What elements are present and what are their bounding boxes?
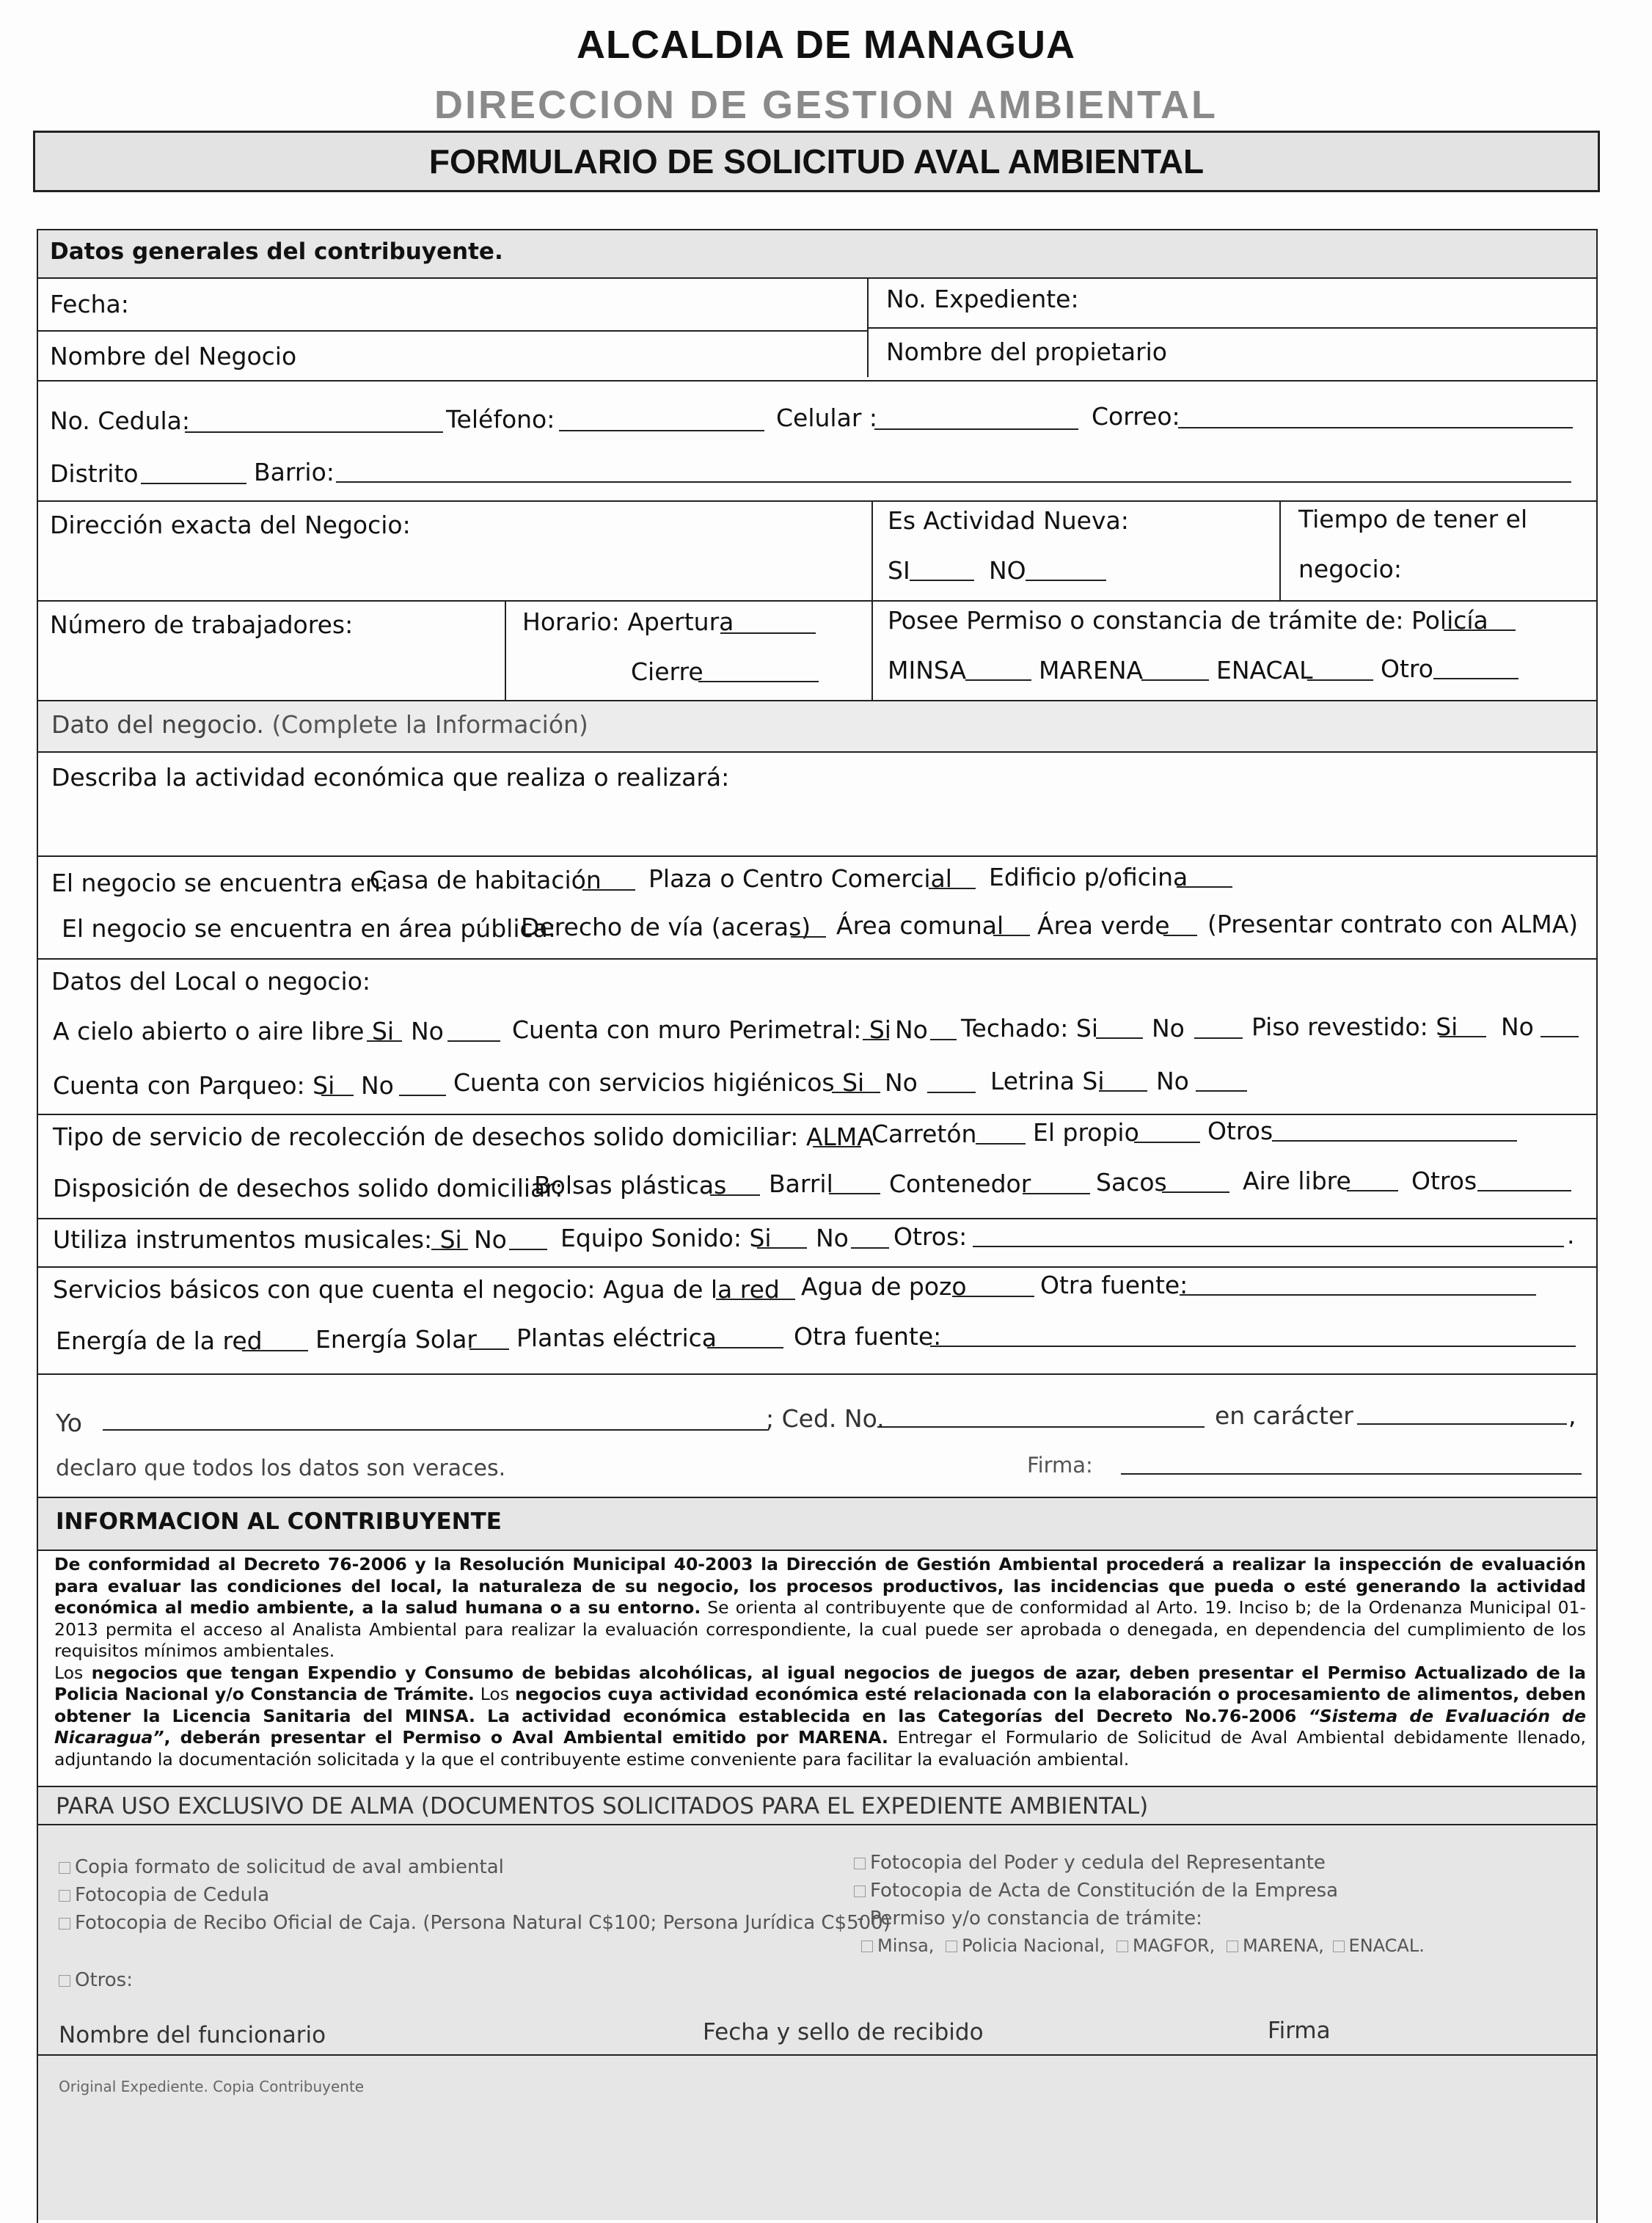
edificio-field[interactable] [1177,886,1232,888]
parqueo-no-label: No [361,1071,394,1100]
techado-label: Techado: Si [961,1014,1098,1043]
barril-label: Barril [769,1169,833,1198]
magfor-option[interactable] [1116,1935,1215,1956]
piso-no-label: No [1501,1012,1534,1041]
declaro-text: declaro que todos los datos son veraces. [56,1456,506,1481]
otro-field[interactable] [1433,678,1518,679]
desechos-otros-field[interactable] [1272,1140,1517,1142]
casa-label: Casa de habitación [370,866,602,894]
derecho-field[interactable] [791,936,826,938]
actividad-nueva-label: Es Actividad Nueva: [888,506,1129,535]
info-p2d: negocios cuya actividad económica esté relacionada con la elaboración o procesamiento de alimentos, deben obtener la Licencia Sanitaria del MINSA. La actividad económica establecida en las Categorías del Decreto No.76-2006 [54,1684,1586,1726]
piso-label: Piso revestido: Si [1251,1012,1458,1041]
actividad-no-label: NO [989,556,1026,585]
letrina-no-field[interactable] [1196,1090,1247,1092]
tiempo-label: Tiempo de tener el [1298,505,1528,533]
comunal-field[interactable] [993,935,1030,936]
enacal-option[interactable] [1333,1935,1425,1956]
parqueo-label: Cuenta con Parqueo: Si [53,1071,335,1100]
techado-si-field[interactable] [1096,1037,1143,1039]
page-subtitle: DIRECCION DE GESTION AMBIENTAL [434,83,1218,127]
agua-red-field[interactable] [716,1299,795,1300]
cielo-no-label: No [411,1017,444,1045]
encuentra-label: El negocio se encuentra en: [51,869,389,897]
disposicion-otros-label: Otros [1411,1167,1477,1195]
cedula-field[interactable] [185,431,443,433]
muro-no-label: No [895,1015,928,1044]
info-p2b: negocios que tengan Expendio y Consumo de bebidas alcohólicas, al igual negocios de juegos de azar, deben presentar el Permiso Actualizado de la Policia Nacional y/o Constancia de Trámite. [54,1662,1586,1704]
alma-left-item-0-label: Copia formato de solicitud de aval ambiental [75,1856,504,1878]
actividad-si-label: SI [888,556,910,585]
disposicion-label: Disposición de desechos solido domiciliar: [53,1174,563,1202]
info-p1: De conformidad al Decreto 76-2006 y la Resolución Municipal 40-2003 la Dirección de Gestión Ambiental procederá a realizar la inspección de evaluación para evaluar las condiciones del local, la naturaleza de su negocio, los procesos productivos, las incidencias que pueda o esté generando la actividad económica al medio ambiente, a la salud humana o a su entorno. [54,1554,1586,1618]
barrio-label: Barrio: [254,458,335,486]
caracter-comma: , [1568,1401,1576,1430]
contenedor-label: Contenedor [889,1169,1031,1198]
info-title: INFORMACION AL CONTRIBUYENTE [56,1508,502,1535]
minsa-label: MINSA [888,656,967,685]
servicios-label: Servicios básicos con que cuenta el negocio: Agua de la red [53,1275,780,1304]
letrina-no-label: No [1156,1067,1189,1095]
fecha-sello-label: Fecha y sello de recibido [703,2019,984,2045]
aire-libre-field[interactable] [1347,1190,1398,1191]
footer-note: Original Expediente. Copia Contribuyente [59,2078,365,2095]
piso-si-field[interactable] [1439,1036,1486,1037]
alma-right-item-0-label: Fotocopia del Poder y cedula del Representante [870,1852,1326,1874]
page-title: ALCALDIA DE MANAGUA [577,23,1075,67]
actividad-si-field[interactable] [910,580,974,581]
ced-field[interactable] [877,1426,1205,1428]
alma-right-item-1[interactable] [854,1880,1338,1902]
alma-field[interactable] [813,1146,861,1147]
checkbox-icon [1227,1941,1238,1952]
sonido-no-label: No [816,1224,849,1252]
negocio-label: Nombre del Negocio [50,342,297,370]
cedula-label: No. Cedula: [50,406,190,435]
telefono-field[interactable] [559,430,764,431]
otro-label: Otro [1381,654,1433,683]
checkbox-icon [854,1858,866,1869]
policia-field[interactable] [1444,629,1516,631]
techado-no-field[interactable] [1194,1037,1243,1039]
direccion-label: Dirección exacta del Negocio: [50,511,411,539]
barril-field[interactable] [829,1193,880,1194]
alma-right-item-0[interactable] [854,1852,1326,1874]
bolsas-field[interactable] [710,1194,760,1196]
energia-red-field[interactable] [242,1350,308,1351]
alma-firma-label: Firma [1268,2018,1331,2044]
plantas-field[interactable] [707,1347,783,1348]
techado-no-label: No [1152,1014,1185,1043]
solar-field[interactable] [469,1348,509,1350]
marena-field[interactable] [1141,679,1209,681]
funcionario-label: Nombre del funcionario [59,2022,326,2048]
higienicos-label: Cuenta con servicios higiénicos Si [453,1068,865,1097]
expediente-label: No. Expediente: [886,285,1079,313]
enacal-label: ENACAL [1216,656,1313,685]
propio-label: El propio [1033,1118,1139,1147]
otra-fuente-label: Otra fuente: [1040,1271,1188,1299]
form-title-box [33,131,1600,192]
section-negocio-title [51,710,588,739]
otra-fuente-field[interactable] [1180,1294,1536,1296]
contrato-label: (Presentar contrato con ALMA) [1207,910,1579,938]
minsa-field[interactable] [965,679,1031,681]
describa-label: Describa la actividad económica que realiza o realizará: [51,763,730,792]
distrito-label: Distrito [50,459,139,488]
musica-otros-label: Otros: [893,1222,968,1251]
checkbox-icon [861,1941,873,1952]
carreton-label: Carretón [871,1120,977,1148]
verde-field[interactable] [1163,935,1197,936]
otra-fuente-2-field[interactable] [930,1346,1576,1347]
checkbox-icon [59,1975,70,1987]
enacal-field[interactable] [1307,679,1373,681]
higienicos-si-field[interactable] [832,1092,880,1093]
plaza-field[interactable] [929,888,976,889]
otra-fuente-2-label: Otra fuente: [794,1322,942,1351]
correo-field[interactable] [1178,427,1573,428]
section-negocio-note: (Complete la Información) [271,710,588,739]
info-p2f: , deberán presentar el Permiso o Aval Ambiental emitido por MARENA. [164,1727,888,1748]
piso-no-field[interactable] [1540,1036,1579,1037]
cierre-label: Cierre [631,657,703,686]
desechos-tipo-label: Tipo de servicio de recolección de desechos solido domiciliar: ALMA [53,1123,874,1151]
info-p2e: “Sistema de Evaluación de Nicaragua” [54,1705,1587,1748]
alma-permiso-label: - Permiso y/o constancia de trámite: [857,1908,1202,1930]
firma-field[interactable] [1121,1473,1582,1475]
alma-left-item-2[interactable] [59,1912,891,1934]
section-negocio-title-text: Dato del negocio. [51,710,264,739]
form-title: FORMULARIO DE SOLICITUD AVAL AMBIENTAL [428,142,1205,180]
plaza-label: Plaza o Centro Comercial [648,864,952,893]
checkbox-icon [946,1941,957,1952]
pozo-label: Agua de pozo [801,1272,967,1301]
barrio-field[interactable] [336,481,1571,483]
marena-option-label: MARENA, [1242,1935,1324,1956]
desechos-otros-label: Otros [1207,1117,1273,1145]
disposicion-otros-field[interactable] [1477,1190,1571,1191]
celular-field[interactable] [874,428,1078,430]
local-title: Datos del Local o negocio: [51,967,371,996]
apertura-label: Horario: Apertura [522,607,734,636]
solar-label: Energía Solar [315,1325,477,1354]
fecha-label: Fecha: [50,290,129,318]
permiso-label: Posee Permiso o constancia de trámite de: Policía [888,606,1488,635]
edificio-label: Edificio p/oficina [989,863,1188,891]
pozo-field[interactable] [952,1296,1034,1297]
minsa-option-label: Minsa, [877,1935,935,1956]
sacos-label: Sacos [1096,1168,1167,1197]
info-p3: Entregar el Formulario de Solicitud de Aval Ambiental debidamente llenado, adjuntando la documentación solicitada y la que el contribuyente estime conveniente para facilitar la evaluación ambiental. [54,1727,1586,1770]
magfor-option-label: MAGFOR, [1132,1935,1216,1956]
propietario-label: Nombre del propietario [886,337,1167,366]
celular-label: Celular : [776,404,877,432]
sonido-label: Equipo Sonido: Si [560,1224,772,1252]
alma-left-item-0[interactable] [59,1856,504,1878]
alma-otros[interactable] [59,1969,133,1991]
actividad-no-field[interactable] [1026,580,1106,581]
minsa-option[interactable] [861,1935,934,1956]
alma-left-item-2-label: Fotocopia de Recibo Oficial de Caja. (Persona Natural C$100; Persona Jurídica C$500) [75,1912,891,1934]
muro-si-field[interactable] [863,1039,889,1040]
yo-field[interactable] [103,1429,769,1431]
alma-otros-label: Otros: [75,1969,133,1991]
musica-period: . [1567,1221,1575,1249]
section-general-title: Datos generales del contribuyente. [50,238,503,265]
cielo-si-field[interactable] [367,1040,402,1042]
muro-no-field[interactable] [930,1039,957,1040]
contenedor-field[interactable] [1023,1193,1090,1194]
caracter-label: en carácter [1215,1401,1353,1430]
sonido-no-field[interactable] [851,1247,889,1249]
info-p2c: Los [474,1684,515,1704]
policia-option[interactable] [946,1935,1105,1956]
policia-option-label: Policia Nacional, [962,1935,1105,1956]
tiempo-label-2: negocio: [1298,555,1402,583]
info-text [54,1554,1586,1770]
casa-field[interactable] [582,889,635,891]
propio-field[interactable] [1134,1142,1200,1143]
marena-option[interactable] [1227,1935,1324,1956]
info-p2a: Los [54,1662,84,1683]
info-p1b: Se orienta al contribuyente que de conformidad al Arto. 19. Inciso b; de la Ordenanza Municipal 01-2013 permita el acceso al Analista Ambiental para realizar la evaluación correspondiente, la cual puede ser aprobada o denegada, en dependencia del cumplimiento de los requisitos mínimos ambientales. [54,1597,1586,1661]
telefono-label: Teléfono: [446,405,555,434]
checkbox-icon [59,1890,70,1902]
comunal-label: Área comunal [836,911,1004,940]
higienicos-no-field[interactable] [927,1092,976,1093]
marena-label: MARENA [1039,656,1144,685]
parqueo-no-field[interactable] [399,1095,446,1096]
checkbox-icon [854,1886,866,1897]
instrumentos-no-label: No [474,1225,507,1254]
verde-label: Área verde [1037,911,1170,940]
caracter-field[interactable] [1357,1423,1567,1425]
muro-label: Cuenta con muro Perimetral: Si [512,1015,891,1044]
apertura-field[interactable] [720,632,816,634]
alma-left-item-1[interactable] [59,1884,269,1906]
checkbox-icon [1116,1941,1128,1952]
cierre-field[interactable] [698,681,819,682]
alma-section [38,1787,1596,2220]
sonido-si-field[interactable] [757,1247,807,1249]
alma-title: PARA USO EXCLUSIVO DE ALMA (DOCUMENTOS SOLICITADOS PARA EL EXPEDIENTE AMBIENTAL) [56,1793,1149,1819]
cielo-no-field[interactable] [447,1040,500,1042]
checkbox-icon [1333,1941,1345,1952]
higienicos-no-label: No [885,1068,918,1097]
yo-label: Yo [56,1409,82,1437]
instrumentos-si-field[interactable] [431,1249,468,1250]
instrumentos-label: Utiliza instrumentos musicales: Si [53,1225,462,1254]
enacal-option-label: ENACAL. [1348,1935,1425,1956]
alma-entidades [861,1935,1425,1956]
firma-label: Firma: [1027,1453,1093,1478]
area-publica-label: El negocio se encuentra en área pública: [62,914,556,943]
ced-label: ; Ced. No. [766,1404,885,1433]
plantas-label: Plantas eléctrica [516,1324,717,1352]
letrina-label: Letrina Si [990,1067,1105,1095]
trabajadores-label: Número de trabajadores: [50,610,354,639]
sacos-field[interactable] [1162,1191,1229,1193]
derecho-label: Derecho de vía (aceras) [521,913,811,941]
cielo-label: A cielo abierto o aire libre Si [53,1017,395,1045]
instrumentos-no-field[interactable] [509,1249,547,1250]
alma-right-item-1-label: Fotocopia de Acta de Constitución de la Empresa [870,1880,1339,1902]
checkbox-icon [59,1862,70,1874]
parqueo-si-field[interactable] [321,1095,354,1096]
letrina-si-field[interactable] [1099,1090,1147,1092]
energia-red-label: Energía de la red [56,1326,263,1355]
distrito-field[interactable] [141,483,246,484]
aire-libre-label: Aire libre [1243,1167,1351,1195]
alma-left-item-1-label: Fotocopia de Cedula [75,1884,270,1906]
musica-otros-field[interactable] [973,1246,1564,1247]
checkbox-icon [59,1918,70,1930]
bolsas-label: Bolsas plásticas [534,1171,727,1200]
correo-label: Correo: [1092,402,1180,431]
carreton-field[interactable] [976,1143,1026,1145]
